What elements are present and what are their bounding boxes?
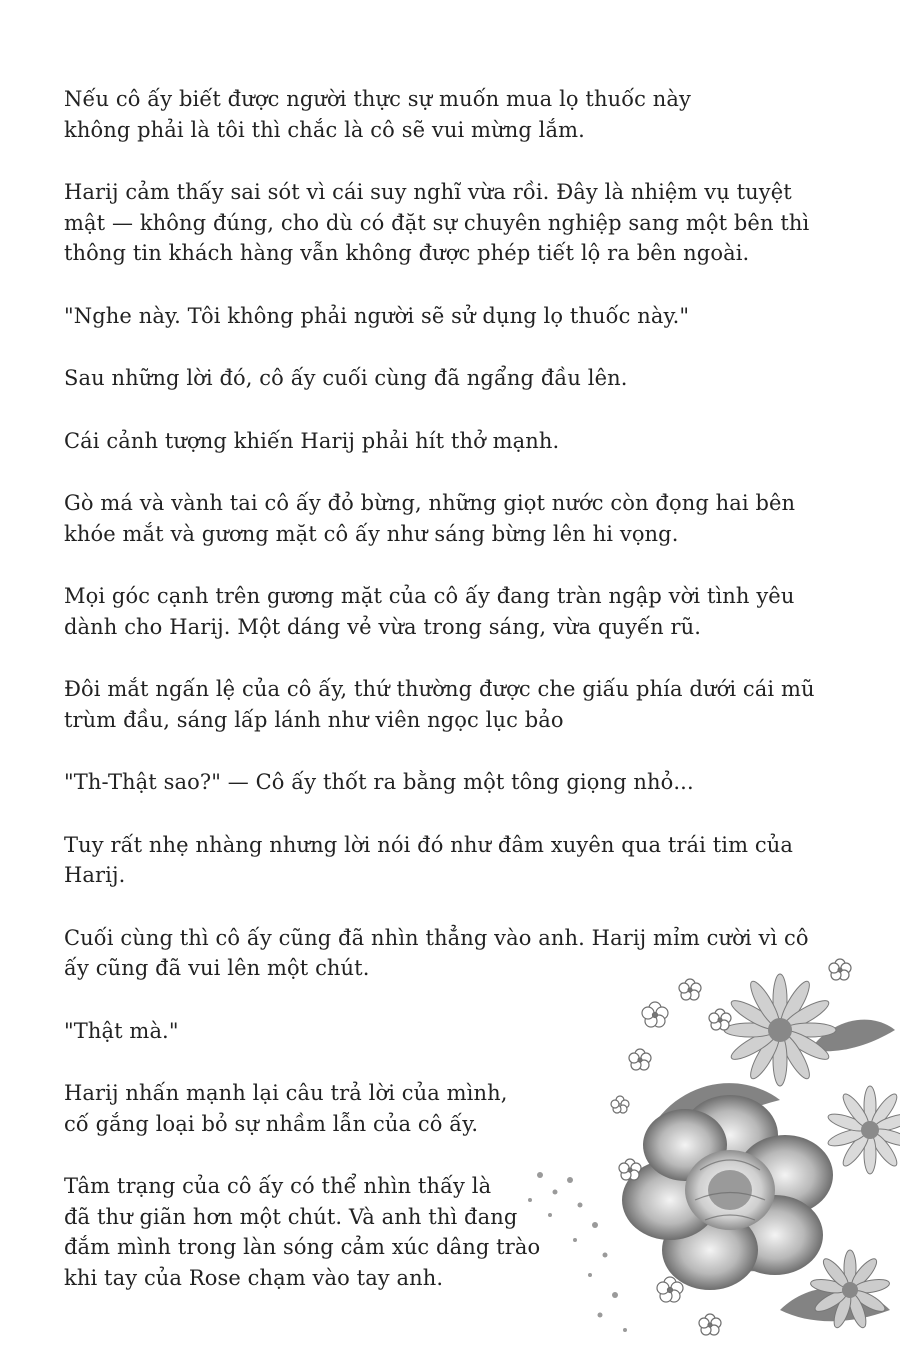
text-line: Tuy rất nhẹ nhàng nhưng lời nói đó như đâm xuyên qua trái tim của	[64, 832, 794, 857]
text-line: ấy cũng đã vui lên một chút.	[64, 956, 370, 980]
text-line: Harij nhấn mạnh lại câu trả lời của mình,	[64, 1081, 508, 1105]
text-line: Đôi mắt ngấn lệ của cô ấy, thứ thường được che giấu phía dưới cái mũ	[64, 677, 815, 701]
text-line: "Thật mà."	[64, 1018, 179, 1043]
text-line: Harij cảm thấy sai sót vì cái suy nghĩ vừa rồi. Đây là nhiệm vụ tuyệt	[64, 180, 792, 204]
text-line: mật — không đúng, cho dù có đặt sự chuyên nghiệp sang một bên thì	[64, 210, 810, 235]
text-line: "Th-Thật sao?" — Cô ấy thốt ra bằng một tông giọng nhỏ...	[64, 770, 694, 794]
paragraph	[64, 426, 864, 457]
text-line: thông tin khách hàng vẫn không được phép tiết lộ ra bên ngoài.	[64, 241, 750, 265]
text-line: không phải là tôi thì chắc là cô sẽ vui mừng lắm.	[64, 117, 585, 142]
text-line: đã thư giãn hơn một chút. Và anh thì đang	[64, 1204, 518, 1229]
paragraph	[64, 923, 864, 984]
text-line: khóe mắt và gương mặt cô ấy như sáng bừng lên hi vọng.	[64, 521, 679, 546]
story-text	[64, 84, 864, 1325]
paragraph	[64, 363, 864, 394]
paragraph	[64, 1078, 864, 1139]
text-line: "Nghe này. Tôi không phải người sẽ sử dụng lọ thuốc này."	[64, 303, 690, 328]
text-line: Mọi góc cạnh trên gương mặt của cô ấy đang tràn ngập vời tình yêu	[64, 584, 795, 608]
text-line: Cái cảnh tượng khiến Harij phải hít thở mạnh.	[64, 428, 560, 453]
text-line: dành cho Harij. Một dáng vẻ vừa trong sáng, vừa quyến rũ.	[64, 614, 702, 639]
text-line: khi tay của Rose chạm vào tay anh.	[64, 1265, 444, 1290]
paragraph	[64, 488, 864, 549]
paragraph	[64, 830, 864, 891]
paragraph	[64, 301, 864, 332]
text-line: Gò má và vành tai cô ấy đỏ bừng, những giọt nước còn đọng hai bên	[64, 491, 796, 515]
paragraph	[64, 177, 864, 269]
text-line: Sau những lời đó, cô ấy cuối cùng đã ngẩng đầu lên.	[64, 366, 628, 390]
paragraph	[64, 1171, 864, 1293]
paragraph	[64, 1016, 864, 1047]
text-line: Harij.	[64, 863, 126, 887]
text-line: Tâm trạng của cô ấy có thể nhìn thấy là	[64, 1174, 492, 1198]
text-line: Cuối cùng thì cô ấy cũng đã nhìn thẳng vào anh. Harij mỉm cười vì cô	[64, 925, 809, 950]
paragraph	[64, 84, 864, 145]
text-line: cố gắng loại bỏ sự nhầm lẫn của cô ấy.	[64, 1111, 479, 1136]
text-line: Nếu cô ấy biết được người thực sự muốn mua lọ thuốc này	[64, 87, 691, 111]
paragraph	[64, 767, 864, 798]
text-line: trùm đầu, sáng lấp lánh như viên ngọc lục bảo	[64, 707, 564, 732]
paragraph	[64, 674, 864, 735]
paragraph	[64, 581, 864, 642]
text-line: đắm mình trong làn sóng cảm xúc dâng trào	[64, 1235, 541, 1259]
